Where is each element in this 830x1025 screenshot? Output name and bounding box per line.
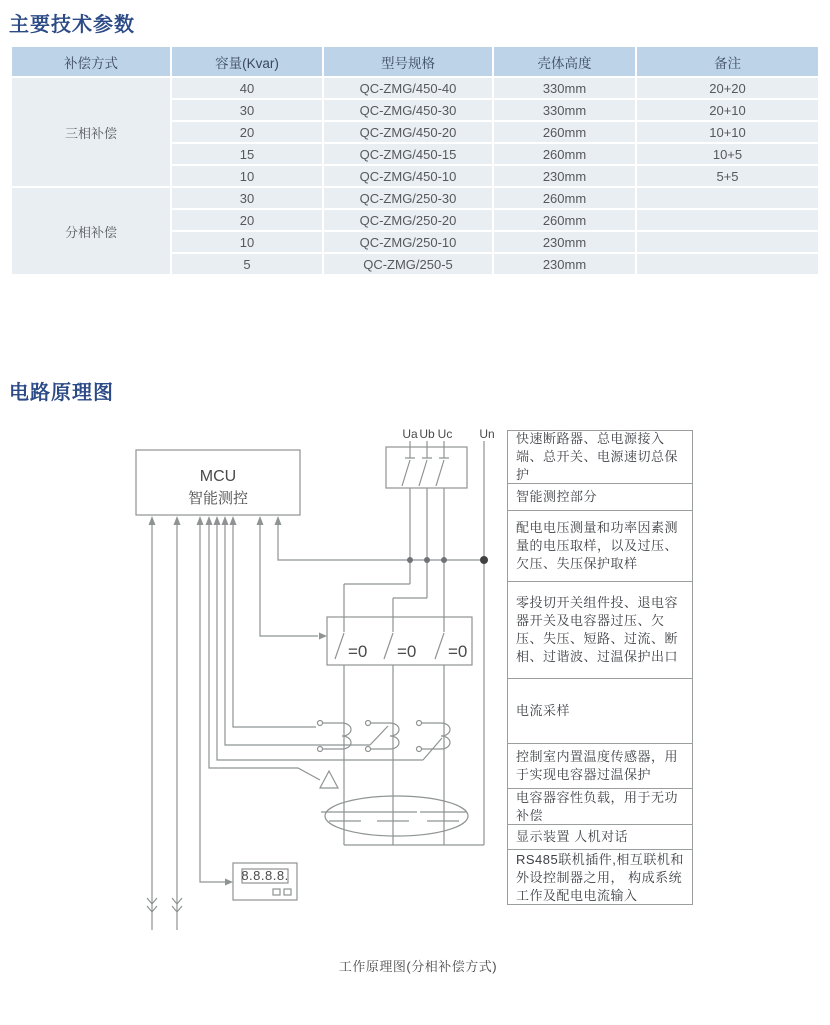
compensation-group-cell: 分相补偿	[12, 188, 170, 274]
header-model: 型号规格	[324, 47, 492, 76]
display-button-right	[284, 889, 291, 895]
table-cell: QC-ZMG/250-30	[324, 188, 492, 208]
table-cell: QC-ZMG/450-20	[324, 122, 492, 142]
table-cell: 5+5	[637, 166, 818, 186]
spec-table	[10, 45, 820, 276]
table-cell: 10+5	[637, 144, 818, 164]
annotation-cell: 显示装置 人机对话	[508, 824, 692, 849]
ct1-sample-line	[233, 525, 316, 727]
table-cell: 330mm	[494, 100, 635, 120]
table-cell: QC-ZMG/450-15	[324, 144, 492, 164]
table-cell	[637, 210, 818, 230]
header-shell-height: 壳体高度	[494, 47, 635, 76]
table-cell: 260mm	[494, 144, 635, 164]
table-cell: 230mm	[494, 232, 635, 252]
display-readout: 8.8.8.8.	[241, 868, 289, 883]
annotation-cell: 配电电压测量和功率因素测量的电压取样，以及过压、欠压、失压保护取样	[508, 510, 692, 581]
page-title: 主要技术参数	[9, 14, 135, 36]
phase-a-label: Ua	[402, 427, 418, 441]
zero-cross-label-1: =0	[348, 642, 368, 661]
table-cell: 230mm	[494, 166, 635, 186]
table-row	[12, 78, 818, 98]
table-cell: 10	[172, 166, 322, 186]
current-transformers	[318, 721, 451, 752]
display-button-left	[273, 889, 280, 895]
table-cell: 260mm	[494, 210, 635, 230]
phase-b-label: Ub	[419, 427, 435, 441]
table-cell: QC-ZMG/450-40	[324, 78, 492, 98]
table-cell	[637, 232, 818, 252]
compensation-group-cell: 三相补偿	[12, 78, 170, 186]
table-row	[12, 188, 818, 208]
neutral-label: Un	[479, 427, 495, 441]
table-cell	[637, 254, 818, 274]
table-cell: 10	[172, 232, 322, 252]
table-cell: QC-ZMG/250-5	[324, 254, 492, 274]
ct2-sample-line	[225, 525, 388, 745]
table-cell: 15	[172, 144, 322, 164]
mcu-arrowheads	[149, 516, 282, 525]
table-cell: 10+10	[637, 122, 818, 142]
section-title: 电路原理图	[9, 382, 114, 404]
annotation-cell: 零投切开关组件投、退电容器开关及电容器过压、欠压、失压、短路、过流、断相、过谐波、过温保护出口	[508, 581, 692, 678]
mcu-sublabel: 智能测控	[187, 490, 249, 507]
phase-c-label: Uc	[437, 427, 453, 441]
header-compensation-method: 补偿方式	[12, 47, 170, 76]
table-cell	[637, 188, 818, 208]
breaker-switches	[344, 441, 449, 617]
table-cell: 260mm	[494, 122, 635, 142]
voltage-sample-bus	[278, 525, 484, 560]
table-cell: QC-ZMG/250-20	[324, 210, 492, 230]
mcu-label: MCU	[199, 468, 237, 485]
annotation-cell: 控制室内置温度传感器，用于实现电容器过温保护	[508, 743, 692, 788]
spec-table-body	[12, 78, 818, 274]
circuit-diagram	[0, 415, 830, 965]
table-cell: 20	[172, 122, 322, 142]
table-cell: 30	[172, 188, 322, 208]
switch-arrowhead	[319, 633, 327, 640]
table-cell: 20	[172, 210, 322, 230]
table-cell: 20+10	[637, 100, 818, 120]
header-remarks: 备注	[637, 47, 818, 76]
zero-cross-label-2: =0	[397, 642, 417, 661]
spec-table-header	[12, 47, 818, 76]
table-cell: 20+20	[637, 78, 818, 98]
annotation-column	[507, 430, 693, 905]
diagram-caption: 工作原理图(分相补偿方式)	[338, 959, 498, 974]
annotation-cell: RS485联机插件,相互联机和外设控制器之用， 构成系统工作及配电电流输入	[508, 849, 692, 905]
switch-control-line	[260, 525, 318, 636]
table-cell: 40	[172, 78, 322, 98]
table-cell: QC-ZMG/450-10	[324, 166, 492, 186]
table-cell: 5	[172, 254, 322, 274]
table-cell: 260mm	[494, 188, 635, 208]
annotation-cell: 智能测控部分	[508, 483, 692, 510]
temp-sensor-triangle	[320, 771, 338, 788]
table-cell: QC-ZMG/250-10	[324, 232, 492, 252]
annotation-cell: 电流采样	[508, 678, 692, 743]
table-cell: 230mm	[494, 254, 635, 274]
annotation-cell: 电容器容性负载，用于无功补偿	[508, 788, 692, 824]
zero-cross-label-3: =0	[448, 642, 468, 661]
display-arrowhead	[225, 879, 233, 886]
temp-sensor-line	[209, 525, 320, 780]
table-cell: QC-ZMG/450-30	[324, 100, 492, 120]
table-cell: 30	[172, 100, 322, 120]
capacitor-bank-ellipse	[325, 796, 468, 836]
display-feed-line	[200, 525, 225, 882]
annotation-cell: 快速断路器、总电源接入端、总开关、电源速切总保护	[516, 431, 679, 482]
header-capacity: 容量(Kvar)	[172, 47, 322, 76]
table-cell: 330mm	[494, 78, 635, 98]
